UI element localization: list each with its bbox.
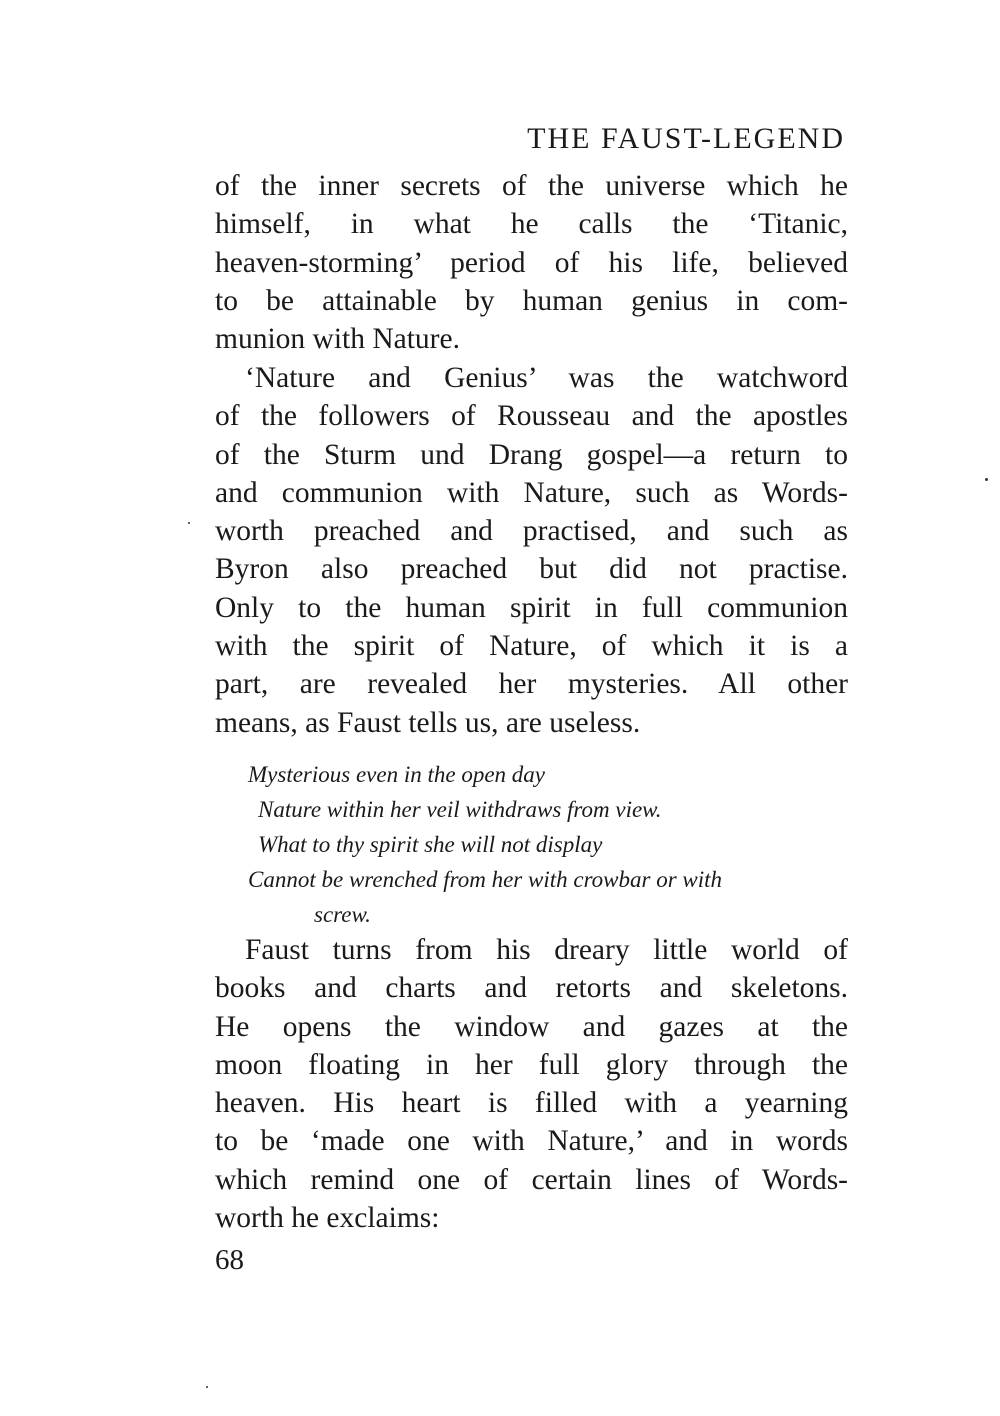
text-line: himself, in what he calls the ‘Titanic, [215, 208, 848, 241]
verse-line: Mysterious even in the open day [248, 762, 545, 787]
running-head: THE FAUST-LEGEND [527, 122, 845, 155]
verse-line: Nature within her veil withdraws from view. [258, 797, 662, 822]
text-line: worth preached and practised, and such as [215, 515, 848, 548]
verse-line: Cannot be wrenched from her with crowbar or with [248, 867, 723, 892]
text-line: Only to the human spirit in full communion [215, 591, 848, 624]
text-line: means, as Faust tells us, are useless. [215, 706, 641, 739]
verse-quotation [248, 757, 858, 932]
paragraph-1 [215, 167, 848, 358]
text-line: to be attainable by human genius in com- [215, 284, 848, 317]
text-line: Faust turns from his dreary little world of [245, 934, 848, 966]
paragraph-2 [215, 359, 848, 742]
text-line: to be ‘made one with Nature,’ and in words [215, 1125, 848, 1158]
text-line: of the followers of Rousseau and the apostles [215, 400, 848, 433]
scan-speck [206, 1386, 208, 1388]
text-line: with the spirit of Nature, of which it is a [215, 630, 848, 663]
text-line: and communion with Nature, such as Words- [215, 476, 848, 509]
text-line: heaven-storming’ period of his life, believed [215, 246, 848, 279]
text-line: ‘Nature and Genius’ was the watchword [245, 362, 848, 394]
text-line: worth he exclaims: [215, 1202, 440, 1235]
text-line: books and charts and retorts and skeletons. [215, 972, 848, 1005]
text-line: munion with Nature. [215, 323, 460, 356]
text-line: Byron also preached but did not practise. [215, 553, 848, 586]
text-line: which remind one of certain lines of Words- [215, 1163, 848, 1196]
verse-line: screw. [314, 902, 371, 927]
scan-speck [985, 478, 988, 481]
text-line: part, are revealed her mysteries. All other [215, 668, 848, 701]
paragraph-3 [215, 931, 848, 1237]
page-number: 68 [215, 1244, 244, 1276]
text-line: of the inner secrets of the universe which he [215, 170, 848, 202]
text-line: of the Sturm und Drang gospel—a return to [215, 438, 848, 471]
verse-line: What to thy spirit she will not display [258, 832, 603, 857]
text-line: heaven. His heart is filled with a yearning [215, 1087, 848, 1120]
scan-speck [188, 522, 190, 524]
text-line: He opens the window and gazes at the [215, 1010, 848, 1043]
text-line: moon floating in her full glory through the [215, 1048, 848, 1081]
